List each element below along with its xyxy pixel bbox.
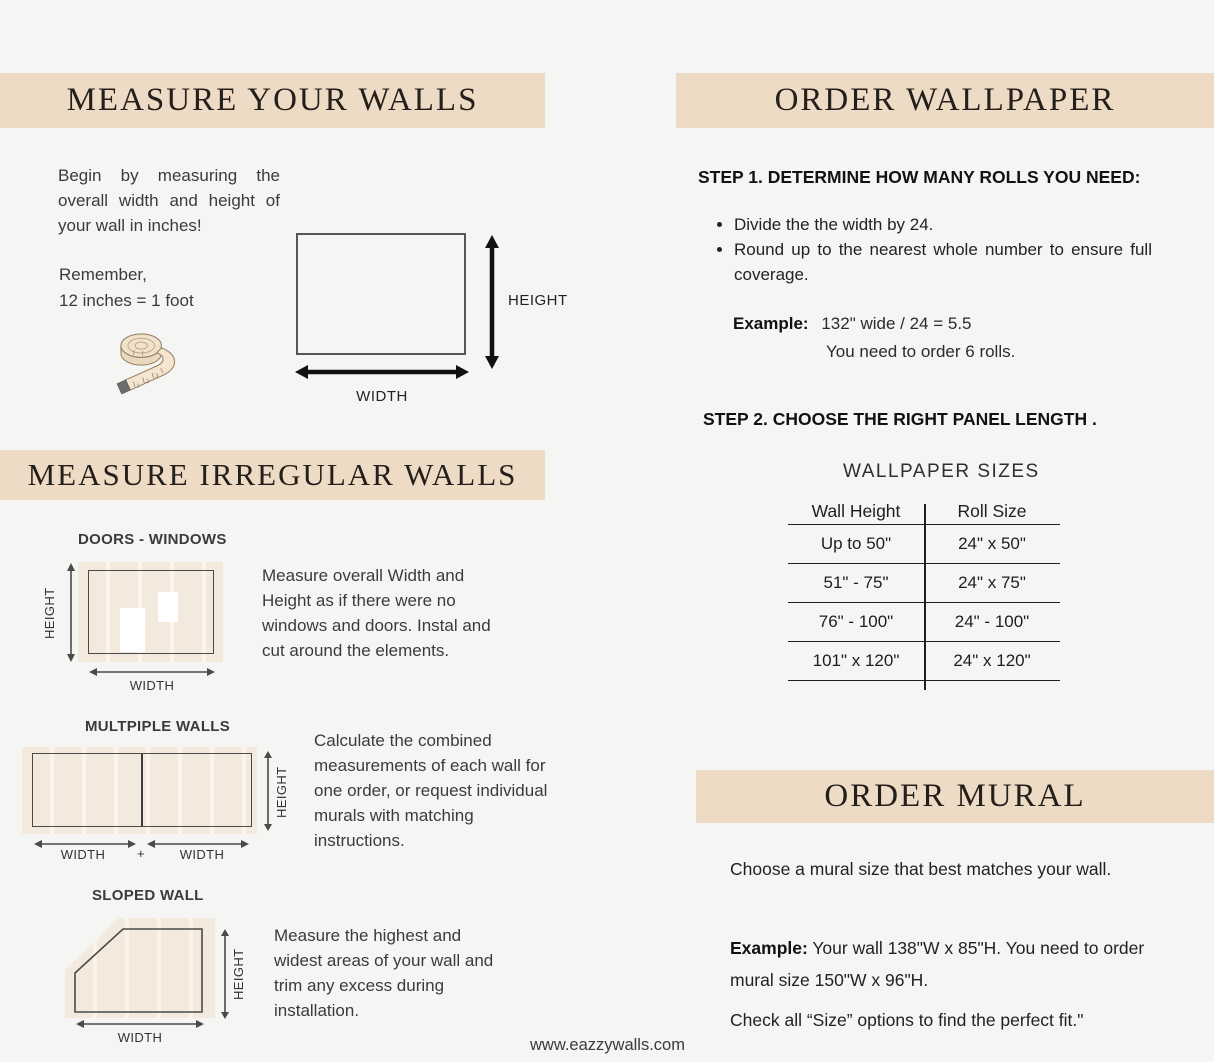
wall-height-cell: 76" - 100": [818, 612, 894, 631]
sloped-height-arrow-icon: [218, 928, 232, 1020]
roll-size-cell: 24" x 50": [958, 534, 1026, 553]
width-arrow-icon: [294, 361, 470, 383]
doors-width-arrow-icon: [88, 666, 216, 678]
measuring-tape-icon: [110, 326, 188, 398]
step1-heading: STEP 1. DETERMINE HOW MANY ROLLS YOU NEED:: [698, 167, 1141, 187]
remember-line-2: 12 inches = 1 foot: [59, 291, 194, 310]
door-shape: [120, 608, 145, 652]
plus-sign: +: [137, 846, 145, 861]
wall-divider-line: [141, 754, 143, 826]
roll-size-cell: 24" - 100": [954, 612, 1030, 631]
sloped-wall-text: Measure the highest and widest areas of your wall and trim any excess during installation.: [274, 926, 494, 1020]
roll-size-cell: 24" x 120": [953, 651, 1031, 670]
window-shape: [158, 592, 178, 622]
doors-width-label: WIDTH: [129, 678, 175, 693]
wall-diagram-rectangle: [296, 233, 466, 355]
example-calculation: 132" wide / 24 = 5.5: [821, 314, 972, 333]
svg-text:2: 2: [145, 378, 150, 386]
sloped-wall-outline: [65, 918, 215, 1018]
doors-windows-wall-outline: [88, 570, 214, 654]
order-wallpaper-title: ORDER WALLPAPER: [774, 82, 1116, 118]
wall-height-cell: 51" - 75": [823, 573, 889, 592]
multiple-height-arrow-icon: [261, 750, 275, 832]
height-label: HEIGHT: [508, 292, 568, 309]
doors-windows-text: Measure overall Width and Height as if there were no windows and doors. Instal and cut around the elements.: [262, 566, 491, 660]
example-label: Example:: [733, 314, 809, 333]
col-header-wall-height: Wall Height: [811, 500, 901, 521]
svg-text:1: 1: [136, 382, 140, 390]
multiple-width1-label: WIDTH: [60, 847, 106, 862]
mural-example-label: Example:: [730, 938, 808, 958]
mural-example-text: Your wall 138"W x 85"H. You need to order mural size 150"W x 96"H.: [730, 938, 1145, 990]
irregular-walls-title: MEASURE IRREGULAR WALLS: [27, 457, 518, 492]
multiple-walls-text: Calculate the combined measurements of each wall for one order, or request individual murals with matching instructions.: [314, 731, 548, 850]
measure-walls-header-band: [0, 73, 545, 128]
col-header-roll-size: Roll Size: [957, 500, 1027, 521]
order-mural-note: Check all “Size” options to find the perfect fit.": [730, 1010, 1084, 1030]
sloped-height-label: HEIGHT: [231, 948, 246, 1000]
doors-windows-label: DOORS - WINDOWS: [78, 531, 227, 548]
wall-height-cell: Up to 50": [820, 534, 892, 553]
doors-height-label: HEIGHT: [42, 587, 57, 639]
sloped-wall-label: SLOPED WALL: [92, 887, 204, 904]
website-url: www.eazzywalls.com: [530, 1036, 685, 1054]
order-wallpaper-header-band: [676, 73, 1214, 128]
multiple-width2-label: WIDTH: [179, 847, 225, 862]
multiple-height-label: HEIGHT: [274, 766, 289, 818]
bullet-divide: • Divide the the width by 24.: [734, 212, 1152, 237]
width-label: WIDTH: [356, 388, 408, 405]
wall-height-cell: 101" x 120": [812, 651, 900, 670]
multiple-walls-label: MULTPIPLE WALLS: [85, 718, 231, 735]
doors-height-arrow-icon: [64, 562, 78, 663]
svg-text:3: 3: [155, 372, 159, 380]
order-mural-header-band: [696, 770, 1214, 823]
wallpaper-sizes-title: WALLPAPER SIZES: [843, 461, 1040, 482]
measure-walls-title: MEASURE YOUR WALLS: [66, 82, 479, 118]
order-mural-title: ORDER MURAL: [824, 778, 1086, 814]
sloped-width-label: WIDTH: [117, 1030, 163, 1045]
roll-size-cell: 24" x 75": [958, 573, 1026, 592]
step1-example: [733, 314, 1015, 362]
example-result: You need to order 6 rolls.: [826, 342, 1016, 361]
remember-line-1: Remember,: [59, 265, 147, 284]
irregular-walls-header-band: [0, 450, 545, 500]
sloped-width-arrow-icon: [75, 1018, 205, 1030]
order-mural-example: [730, 932, 1160, 996]
bullet-round-up: • Round up to the nearest whole number to ensure full coverage.: [734, 237, 1152, 287]
remember-note: [59, 262, 194, 314]
wallpaper-sizes-table: [788, 498, 1060, 681]
measure-walls-intro: Begin by measuring the overall width and height of your wall in inches!: [58, 166, 280, 235]
height-arrow-icon: [481, 234, 503, 370]
step1-bullets: [712, 212, 1152, 287]
table-vertical-divider: [924, 504, 926, 690]
step2-heading: STEP 2. CHOOSE THE RIGHT PANEL LENGTH .: [703, 409, 1097, 429]
order-mural-intro: Choose a mural size that best matches your wall.: [730, 859, 1112, 879]
